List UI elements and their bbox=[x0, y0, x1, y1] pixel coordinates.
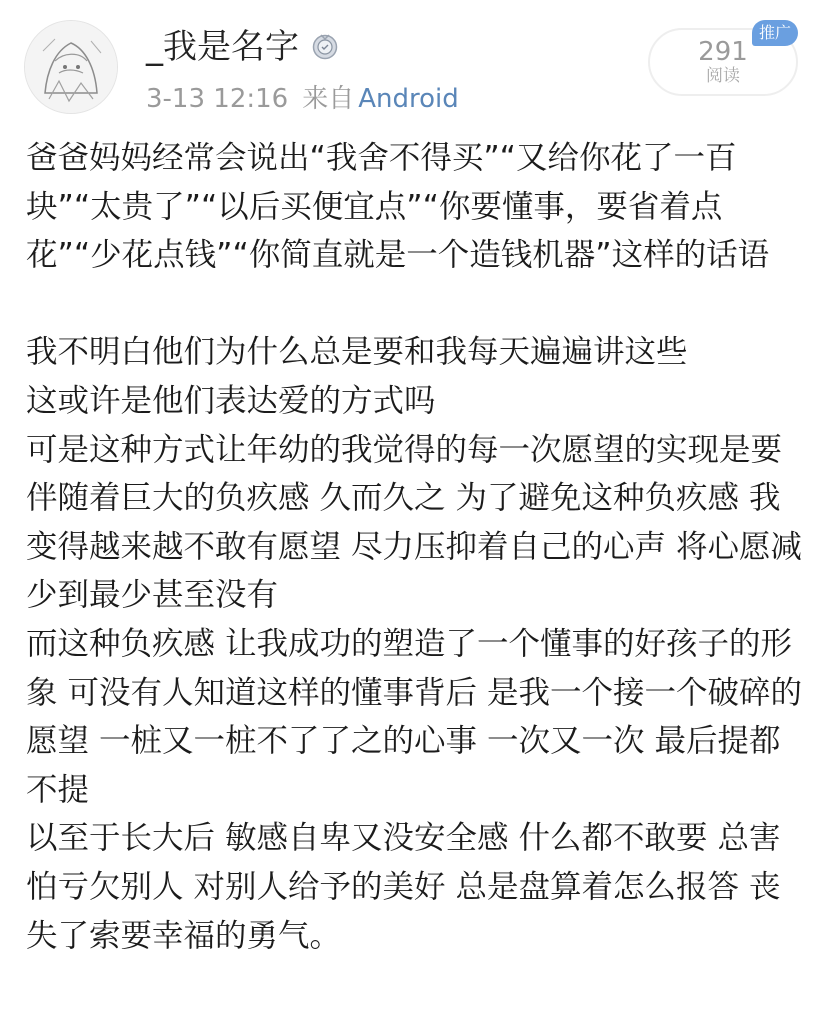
paragraph-3: 这或许是他们表达爱的方式吗 bbox=[26, 382, 436, 419]
post-content bbox=[26, 134, 806, 960]
source-client-link[interactable]: Android bbox=[358, 84, 459, 114]
paragraph-2: 我不明白他们为什么总是要和我每天遍遍讲这些 bbox=[26, 334, 688, 371]
promo-badge[interactable]: 推广 bbox=[752, 20, 798, 46]
timestamp: 3-13 12:16 bbox=[146, 84, 289, 114]
paragraph-5: 而这种负疚感 让我成功的塑造了一个懂事的好孩子的形象 可没有人知道这样的懂事背后 是我一个接一个破碎的愿望 一桩又一桩不了了之的心事 一次又一次 最后提都不提 bbox=[26, 625, 803, 808]
paragraph-gap bbox=[26, 280, 806, 329]
username[interactable]: _我是名字 bbox=[146, 27, 299, 67]
avatar[interactable] bbox=[24, 20, 118, 114]
medal-icon bbox=[311, 32, 339, 60]
read-count: 291 bbox=[698, 37, 748, 67]
source-prefix: 来自 bbox=[302, 84, 355, 114]
paragraph-4: 可是这种方式让年幼的我觉得的每一次愿望的实现是要伴随着巨大的负疚感 久而久之 为了避免这种负疚感 我变得越来越不敢有愿望 尽力压抑着自己的心声 将心愿减少到最少甚至没有 bbox=[26, 431, 803, 614]
avatar-sketch-image bbox=[25, 21, 117, 113]
paragraph-6: 以至于长大后 敏感自卑又没安全感 什么都不敢要 总害怕亏欠别人 对别人给予的美好 总是盘算着怎么报答 丧失了索要幸福的勇气。 bbox=[26, 820, 781, 954]
post-meta bbox=[146, 82, 459, 116]
paragraph-1: 爸爸妈妈经常会说出“我舍不得买”“又给你花了一百块”“太贵了”“以后买便宜点”“你要懂事，要省着点花”“少花点钱”“你简直就是一个造钱机器”这样的话语 bbox=[26, 140, 770, 274]
read-label: 阅读 bbox=[706, 66, 740, 86]
